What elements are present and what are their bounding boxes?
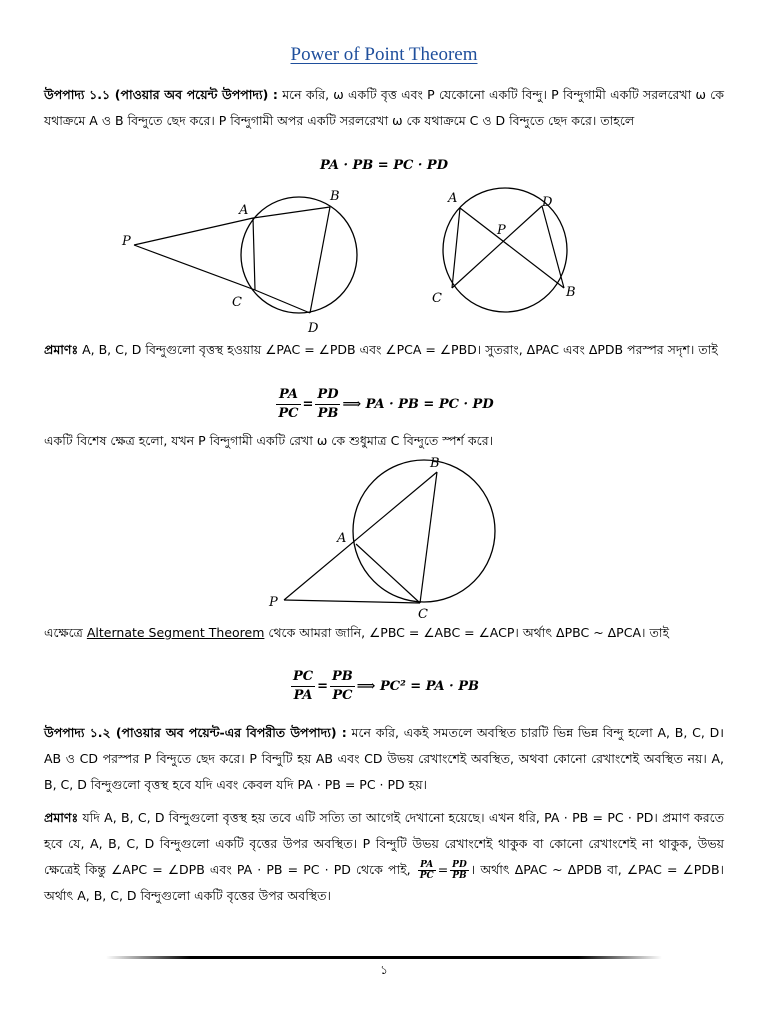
page-number: ১	[380, 963, 388, 977]
alternate-segment-theorem-link[interactable]: Alternate Segment Theorem	[86, 625, 265, 640]
figure-1-label-c: C	[232, 295, 242, 310]
proof-1-result: ⟹ PA · PB = PC · PD	[342, 397, 494, 412]
figure-1-label-b: B	[330, 189, 340, 204]
proof-1-lead: প্রমাণঃ	[44, 342, 79, 357]
figure-1-label-p: P	[122, 234, 131, 249]
proof-2-text-2: । অর্থাৎ ΔPAC ~ ΔPDB বা, ∠PAC = ∠PDB। অর্থাৎ A, B, C, D বিন্দুগুলো একটি বৃত্তের উপর অবস্থিত।	[44, 862, 724, 903]
figure-2-label-p: P	[497, 223, 506, 238]
special-case: একটি বিশেষ ক্ষেত্র হলো, যখন P বিন্দুগামী একটি রেখা ω কে শুধুমাত্র C বিন্দুতে স্পর্শ করে।	[44, 433, 494, 448]
figure-3-tangent-pc	[284, 600, 420, 603]
proof-2-fraction-b	[450, 860, 469, 881]
theorem-1-2-lead: উপপাদ্য ১.২ (পাওয়ার অব পয়েন্ট-এর বিপরীত উপপাদ্য) :	[44, 725, 347, 740]
theorem-1-2	[44, 720, 724, 798]
figure-1-line-pa	[134, 218, 253, 245]
fraction-numerator: PC	[291, 668, 315, 687]
figure-3-label-c: C	[418, 607, 428, 622]
proof-1-fraction-right	[315, 386, 340, 423]
theorem-1-1	[44, 82, 724, 134]
fraction-numerator: PA	[276, 386, 300, 405]
fraction-denominator: PC	[419, 871, 434, 881]
figure-2-chord-db	[542, 206, 564, 288]
alternate-segment-paragraph	[44, 620, 724, 646]
theorem-1-1-equation: PA · PB = PC · PD	[320, 158, 448, 173]
figure-2-chord-ac	[452, 208, 460, 288]
fraction-denominator: PC	[278, 406, 299, 421]
figure-internal-point	[426, 186, 596, 316]
alternate-fraction-right	[330, 668, 355, 705]
fraction-denominator: PC	[332, 688, 353, 703]
proof-2-text-1: যদি A, B, C, D বিন্দুগুলো বৃত্তস্থ হয় তবে এটি সত্যি তা আগেই দেখানো হয়েছে। এখন ধরি, PA · PB = PC · PD। প্রমাণ করতে হবে যে, A, B, C, D বিন্দুগুলো একটি বৃত্তের উপর অবস্থিত। P বিন্দুটি উভয় রেখাংশেই থাকুক বা কোনো রেখাংশেই না থাকুক, উভয় ক্ষেত্রেই কিন্তু ∠APC = ∠DPB এবং PA · PB = PC · PD থেকে পাই,	[44, 810, 724, 877]
page-title: Power of Point Theorem	[290, 44, 478, 65]
figure-1-circle	[241, 197, 357, 313]
proof-2-lead: প্রমাণঃ	[44, 810, 79, 825]
figure-3-chord-ac	[356, 544, 420, 603]
fraction-numerator: PB	[330, 668, 355, 687]
figure-1-chord-ac	[253, 218, 255, 290]
figure-1-label-a: A	[239, 203, 249, 218]
fraction-denominator: PB	[452, 871, 467, 881]
proof-2: প্রমাণঃ যদি A, B, C, D বিন্দুগুলো বৃত্তস্থ হয় তবে এটি সত্যি তা আগেই দেখানো হয়েছে। এখন ধরি, PA · PB = PC · PD। প্রমাণ করতে হবে যে, A, B, C, D বিন্দুগুলো একটি বৃত্তের উপর অবস্থিত। P বিন্দুটি উভয় রেখাংশেই থাকুক বা কোনো রেখাংশেই না থাকুক, উভয় ক্ষেত্রেই কিন্তু ∠APC = ∠DPB এবং PA · PB = PC · PD থেকে পাই, $\frac{PA}{PC}$ = $\frac{PD}{PB}$ । অর্থাৎ ΔPAC ~ ΔPDB বা, ∠PAC = ∠PDB। অর্থাৎ A, B, C, D বিন্দুগুলো একটি বৃত্তের উপর অবস্থিত।	[44, 810, 724, 903]
figure-3-line-pb	[284, 472, 437, 600]
figure-3-label-p: P	[269, 595, 278, 610]
figure-3-chord-bc	[420, 472, 437, 603]
alternate-after: থেকে আমরা জানি, ∠PBC = ∠ABC = ∠ACP। অর্থাৎ ΔPBC ~ ΔPCA। তাই	[268, 625, 669, 640]
figure-2-label-d: D	[542, 195, 553, 210]
figure-1-chord-bd	[310, 207, 330, 313]
theorem-1-2-text: মনে করি, একই সমতলে অবস্থিত চারটি ভিন্ন ভিন্ন বিন্দু হলো A, B, C, D। AB ও CD পরস্পর P বিন্দুতে ছেদ করে। P বিন্দুটি হয় AB এবং CD উভয় রেখাংশেই অবস্থিত, অথবা কোনো রেখাংশেই অবস্থিত নয়। A, B, C, D বিন্দুগুলো বৃত্তস্থ হবে যদি এবং কেবল যদি PA · PB = PC · PD হয়।	[44, 725, 724, 792]
figure-2-label-b: B	[566, 285, 576, 300]
figure-3-label-b: B	[430, 456, 440, 471]
figure-2-chord-cd	[452, 206, 542, 288]
figure-2-label-a: A	[448, 191, 458, 206]
alternate-result: ⟹ PC² = PA · PB	[356, 679, 479, 694]
theorem-1-1-lead: উপপাদ্য ১.১ (পাওয়ার অব পয়েন্ট উপপাদ্য) :	[44, 87, 278, 102]
alternate-before: এক্ষেত্রে	[44, 625, 83, 640]
fraction-numerator: PD	[452, 860, 467, 870]
figure-3-circle	[353, 460, 495, 602]
figure-1-line-pc	[134, 245, 255, 290]
proof-1-fraction-left	[276, 386, 300, 423]
fraction-denominator: PB	[317, 406, 339, 421]
fraction-numerator: PA	[418, 860, 436, 871]
fraction-denominator: PA	[293, 688, 313, 703]
figure-1-line-cd	[255, 290, 310, 313]
theorem-1-1-text: মনে করি, ω একটি বৃত্ত এবং P যেকোনো একটি বিন্দু। P বিন্দুগামী একটি সরলরেখা ω কে যথাক্রমে A ও B বিন্দুতে ছেদ করে। P বিন্দুগামী অপর একটি সরলরেখা ω কে যথাক্রমে C ও D বিন্দুতে ছেদ করে। তাহলে	[44, 87, 725, 128]
figure-tangent	[262, 452, 512, 624]
proof-1-equation: $\frac{PA}{PC}$ = $\frac{PD}{PB}$ ⟹ PA · PB = PC · PD	[278, 387, 494, 421]
proof-1-text: A, B, C, D বিন্দুগুলো বৃত্তস্থ হওয়ায় ∠PAC = ∠PDB এবং ∠PCA = ∠PBD। সুতরাং, ΔPAC এবং ΔPDB পরস্পর সদৃশ। তাই	[82, 342, 718, 357]
fraction-numerator: PD	[315, 386, 340, 405]
figure-3-label-a: A	[337, 531, 347, 546]
figure-external-point	[110, 180, 420, 340]
proof-1	[44, 337, 724, 363]
figure-2-chord-ab	[460, 208, 564, 288]
proof-2-fraction-a	[418, 860, 436, 881]
footer-divider	[106, 956, 662, 959]
figure-2-label-c: C	[432, 291, 442, 306]
figure-1-label-d: D	[308, 321, 319, 336]
alternate-fraction-left	[291, 668, 315, 705]
alternate-equation: $\frac{PC}{PA}$ = $\frac{PB}{PC}$ ⟹ PC² = PA · PB	[293, 669, 479, 703]
